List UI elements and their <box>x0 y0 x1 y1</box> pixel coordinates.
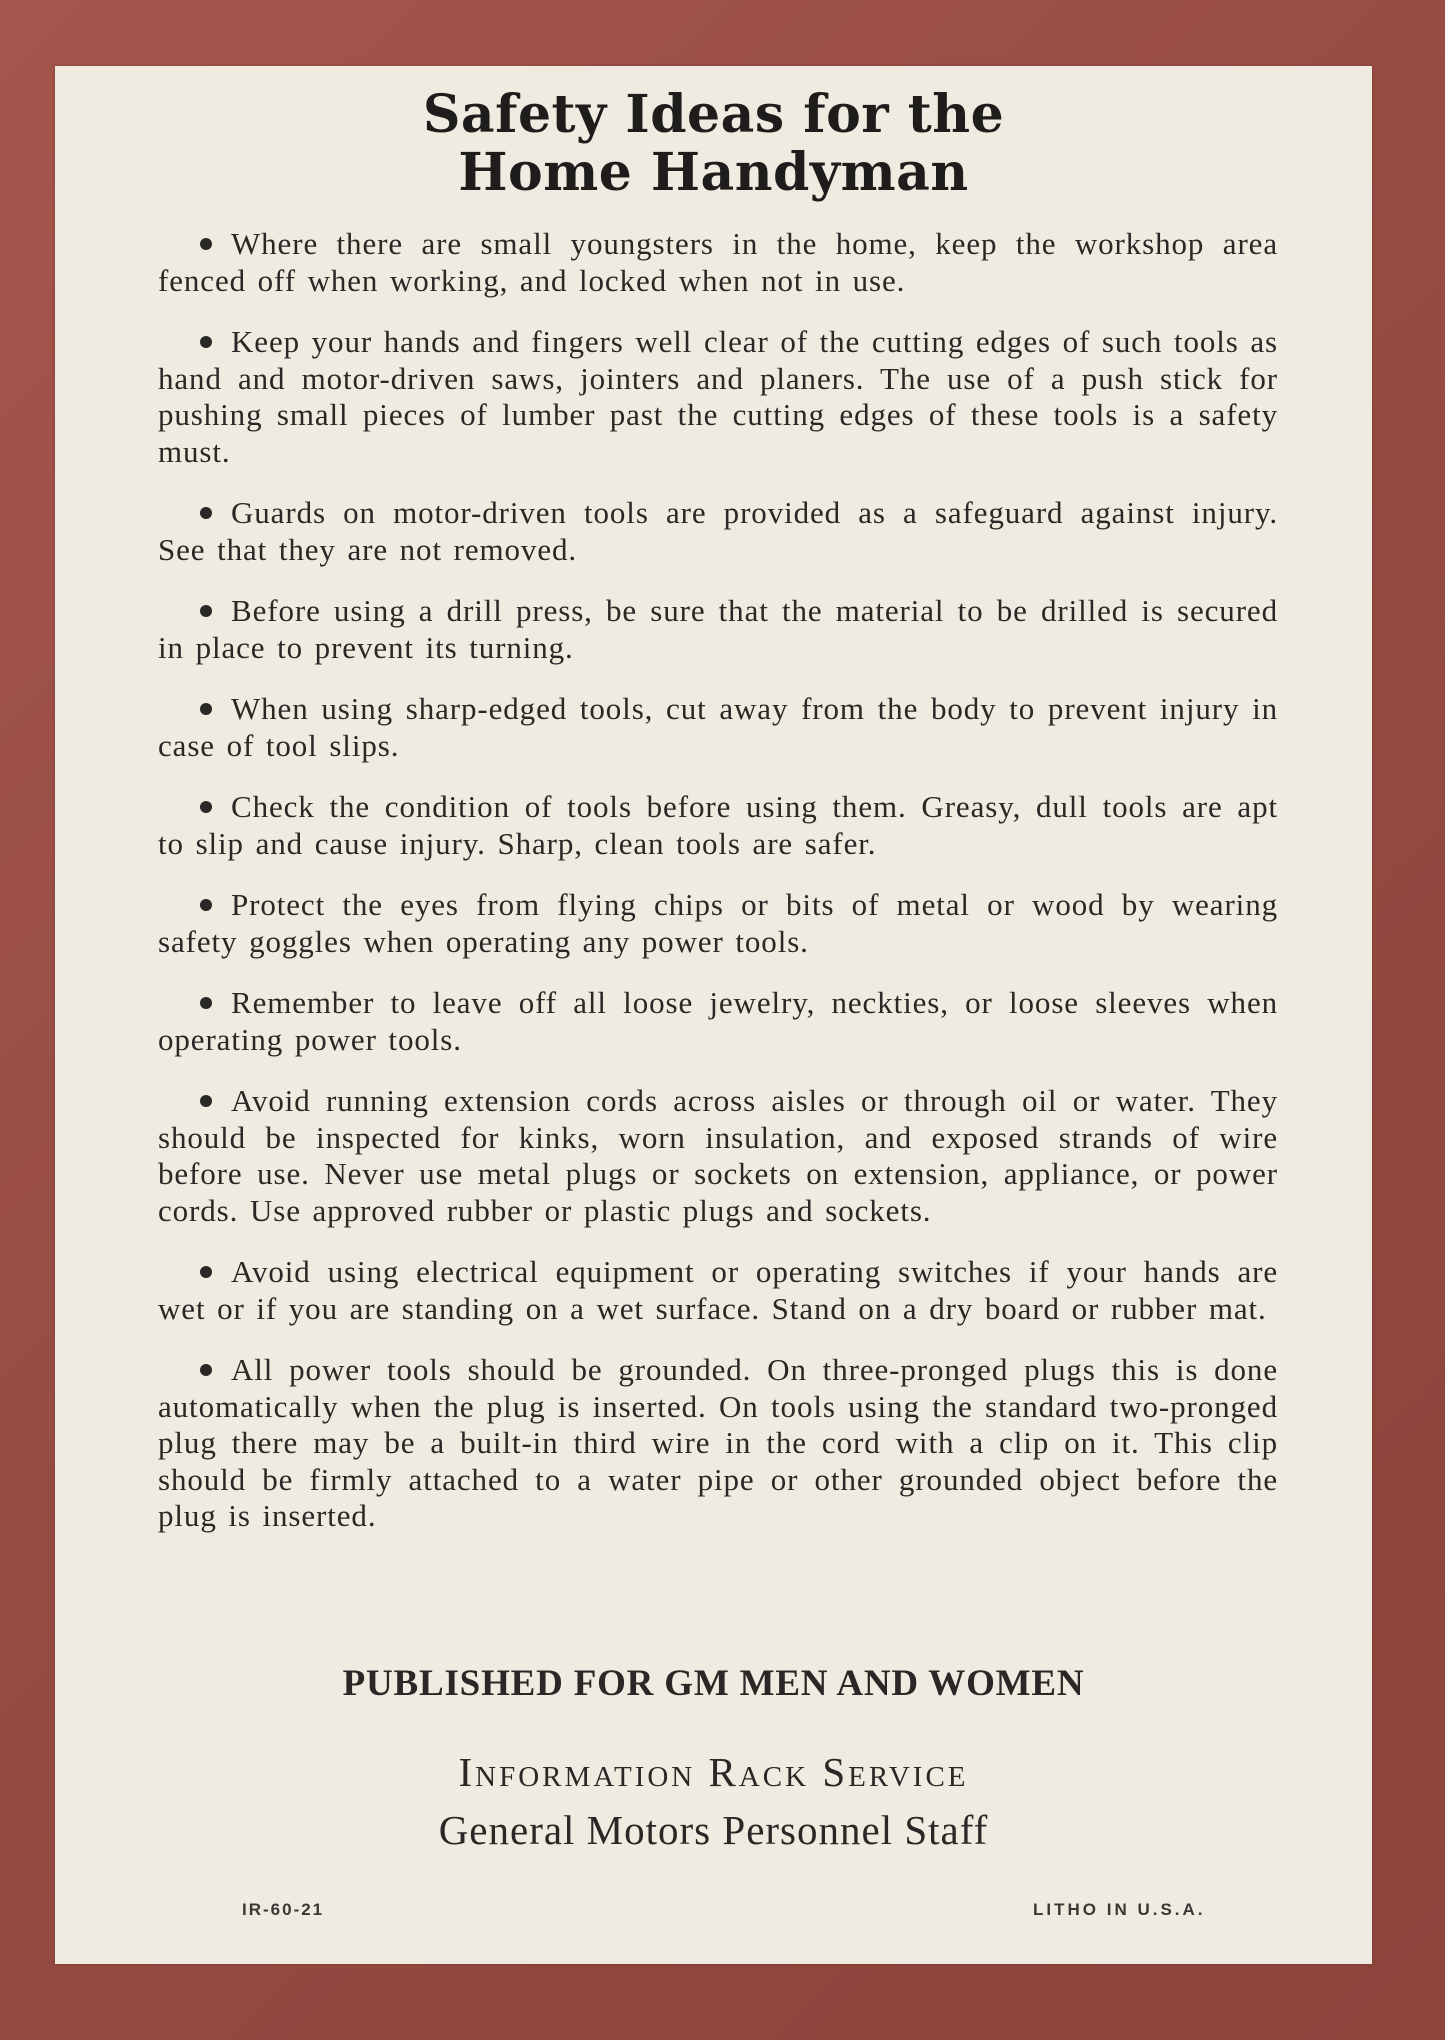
bullet-icon <box>200 899 212 911</box>
tip-text: Check the condition of tools before using them. Greasy, dull tools are apt to slip and cause injury. Sharp, clean tools are safer. <box>158 789 1278 861</box>
safety-tips-list <box>158 226 1278 1560</box>
published-for-line: PUBLISHED FOR GM MEN AND WOMEN <box>342 1663 1085 1704</box>
litho-note: LITHO IN U.S.A. <box>1033 1900 1206 1919</box>
tip-text: Protect the eyes from flying chips or bits of metal or wood by wearing safety goggles when operating any power tools. <box>158 887 1278 959</box>
bullet-icon <box>200 605 212 617</box>
bullet-icon <box>200 336 212 348</box>
tip-text: When using sharp-edged tools, cut away from the body to prevent injury in case of tool slips. <box>158 691 1278 763</box>
list-item <box>158 226 1278 299</box>
tip-text: Before using a drill press, be sure that the material to be drilled is secured in place to prevent its turning. <box>158 593 1278 665</box>
bullet-icon <box>200 703 212 715</box>
bullet-icon <box>200 1095 212 1107</box>
title-line-1: Safety Ideas for the <box>422 84 1005 145</box>
tip-text: Avoid using electrical equipment or operating switches if your hands are wet or if you are standing on a wet surface. Stand on a dry board or rubber mat. <box>158 1254 1278 1326</box>
bullet-icon <box>200 238 212 250</box>
bullet-icon <box>200 997 212 1009</box>
page-sheet <box>55 66 1372 1964</box>
staff-name: General Motors Personnel Staff <box>438 1807 989 1853</box>
title-line-2: Home Handyman <box>458 142 969 203</box>
bullet-icon <box>200 1364 212 1376</box>
list-item <box>158 789 1278 862</box>
publication-code: IR-60-21 <box>242 1900 325 1919</box>
tip-text: Avoid running extension cords across aisles or through oil or water. They should be inspected for kinks, worn insulation, and exposed strands of wire before use. Never use metal plugs or sockets on extension, appliance, or power cords. Use approved rubber or plastic plugs and sockets. <box>158 1083 1278 1228</box>
bullet-icon <box>200 507 212 519</box>
tip-text: All power tools should be grounded. On three-pronged plugs this is done automatically when the plug is inserted. On tools using the standard two-pronged plug there may be a built-in third wire in the cord with a clip on it. This clip should be firmly attached to a water pipe or other grounded object before the plug is inserted. <box>158 1352 1278 1533</box>
tip-text: Where there are small youngsters in the home, keep the workshop area fenced off when working, and locked when not in use. <box>158 226 1278 298</box>
bullet-icon <box>200 801 212 813</box>
list-item <box>158 1254 1278 1327</box>
list-item <box>158 691 1278 764</box>
bullet-icon <box>200 1266 212 1278</box>
list-item <box>158 593 1278 666</box>
list-item <box>158 887 1278 960</box>
tip-text: Keep your hands and fingers well clear of the cutting edges of such tools as hand and motor-driven saws, jointers and planers. The use of a push stick for pushing small pieces of lumber past the cutting edges of these tools is a safety must. <box>158 324 1279 469</box>
list-item <box>158 1083 1278 1229</box>
tip-text: Guards on motor-driven tools are provided as a safeguard against injury. See that they are not removed. <box>158 495 1278 567</box>
list-item <box>158 495 1278 568</box>
list-item <box>158 324 1278 470</box>
list-item <box>158 985 1278 1058</box>
service-name: Information Rack Service <box>458 1749 969 1795</box>
tip-text: Remember to leave off all loose jewelry, neckties, or loose sleeves when operating power tools. <box>158 985 1278 1057</box>
page-title <box>55 86 1372 202</box>
list-item <box>158 1352 1278 1535</box>
